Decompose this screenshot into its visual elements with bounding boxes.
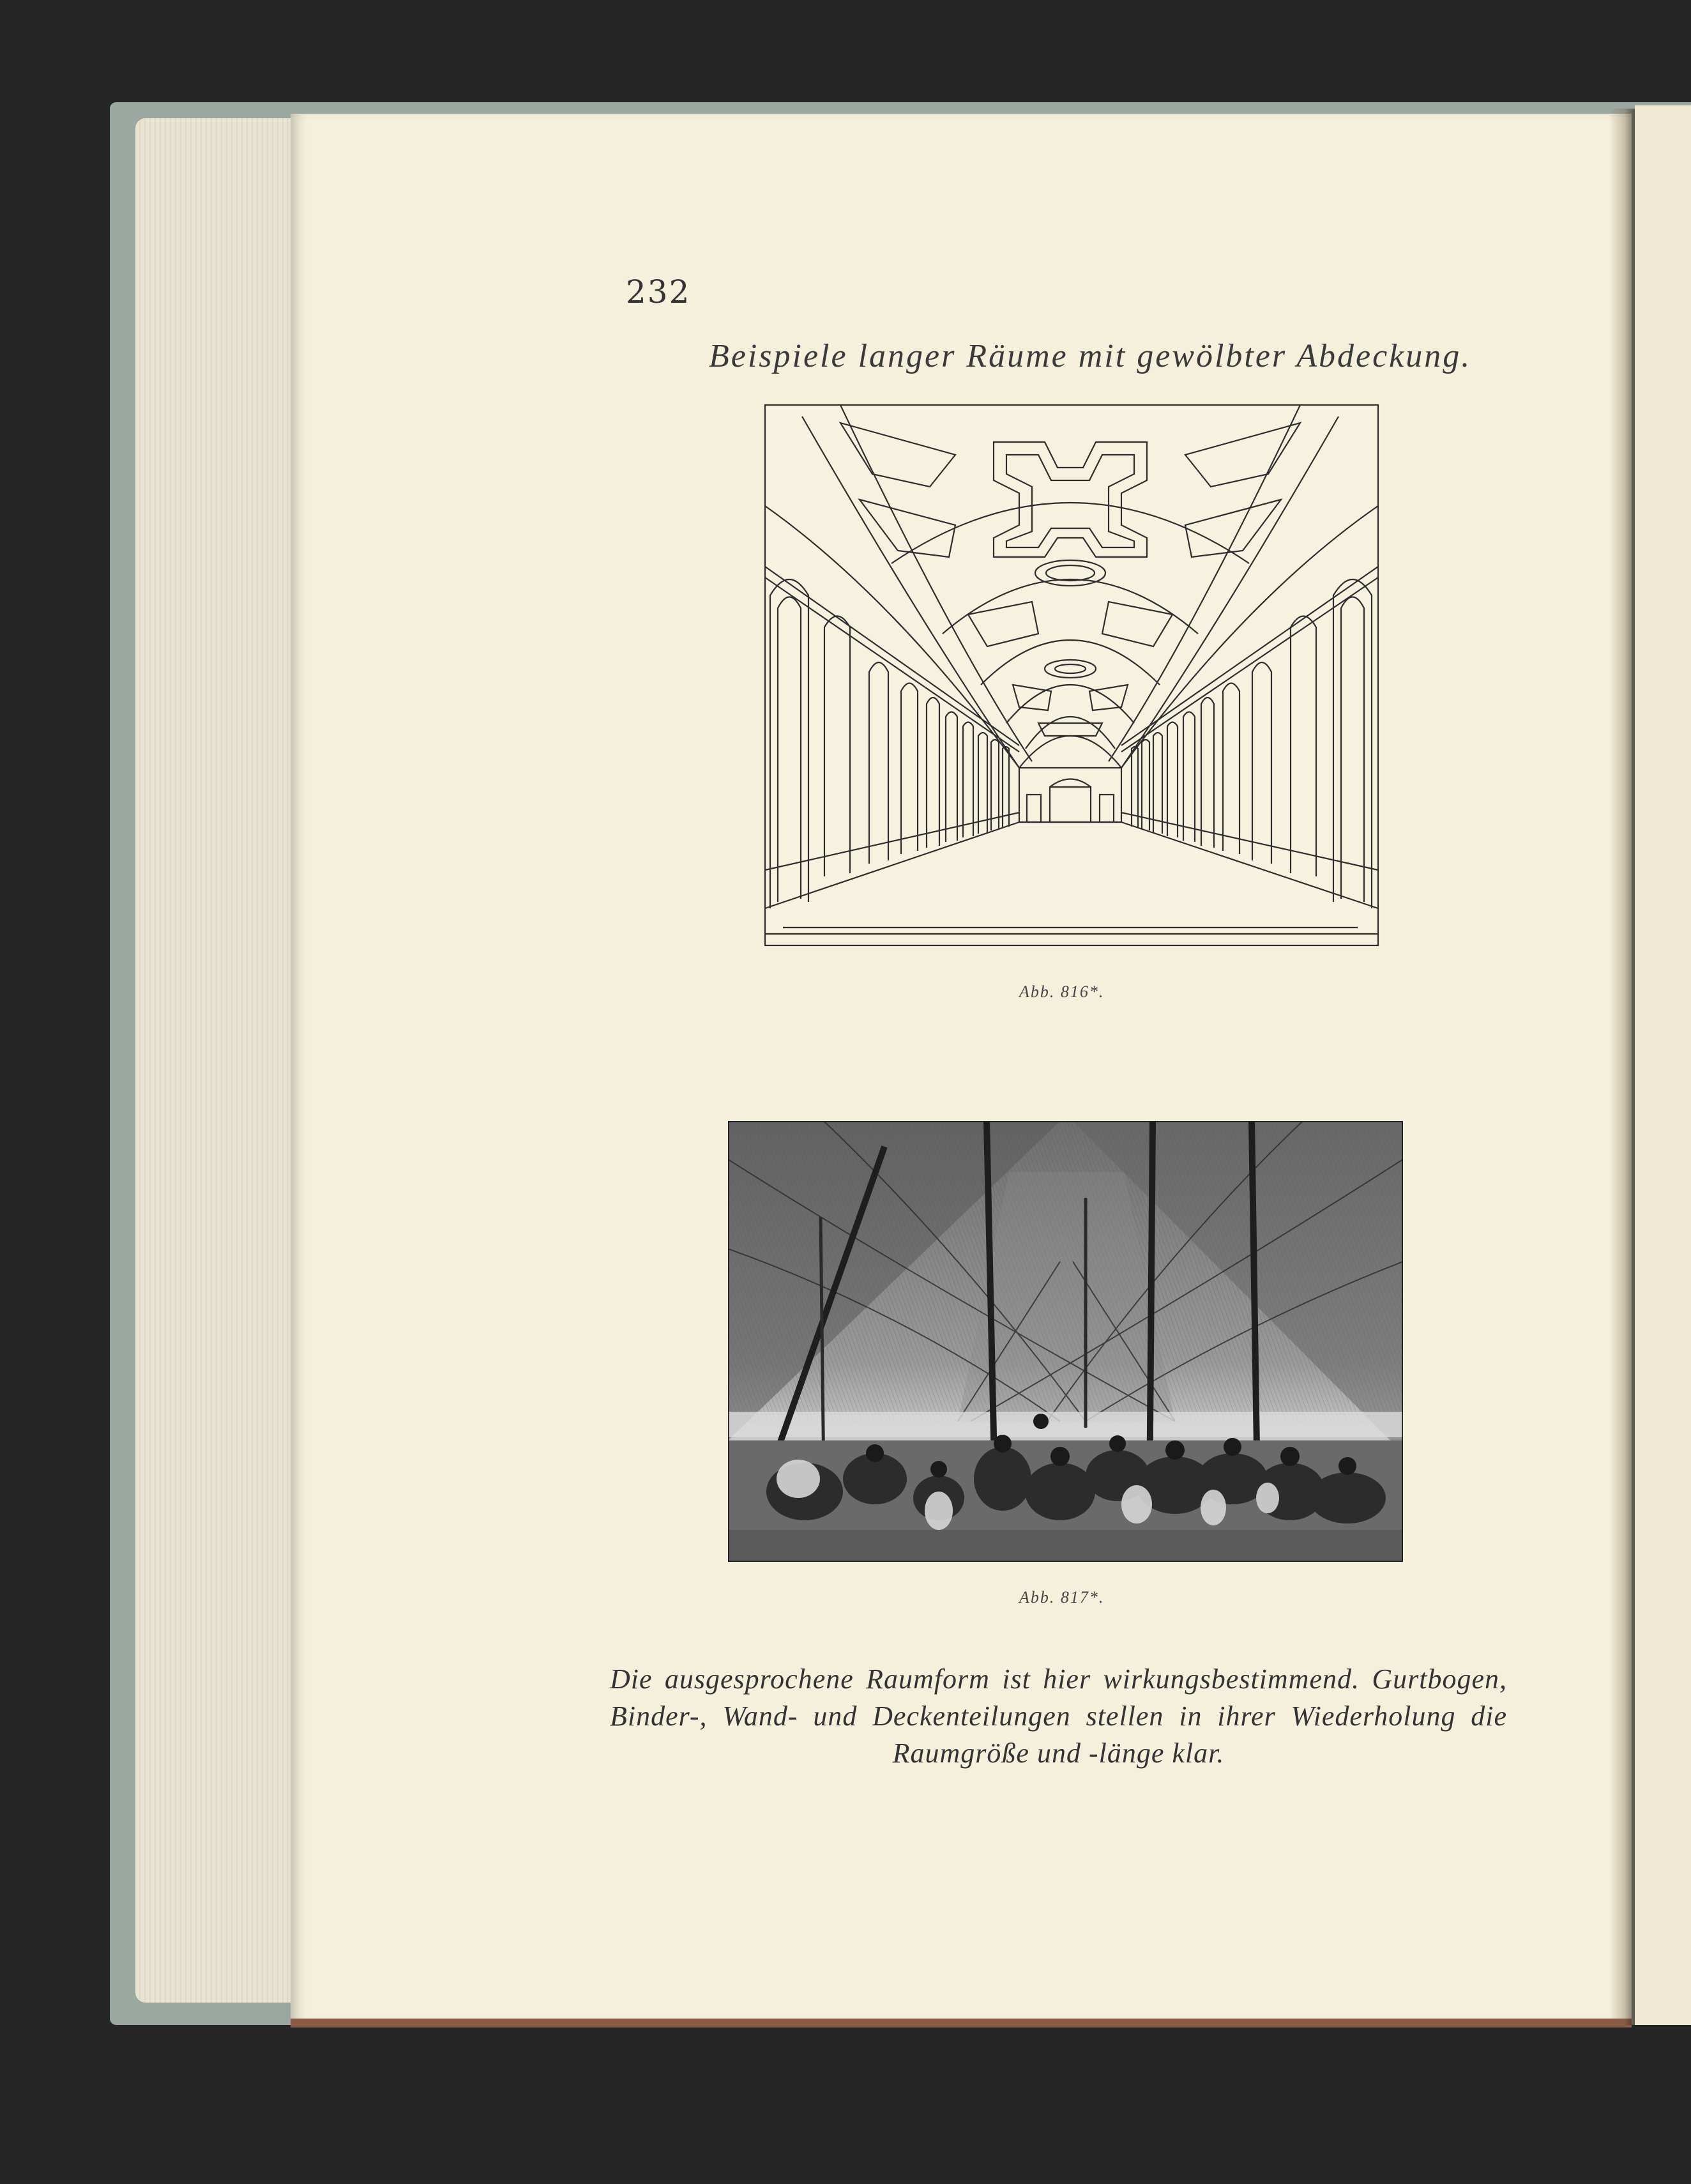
body-line: Die ausgesprochene Raumform ist hier wirkungsbestimmend. Gurtbogen, bbox=[610, 1663, 1507, 1695]
page-edges bbox=[135, 118, 301, 2003]
figure-816-caption: Abb. 816*. bbox=[1019, 982, 1105, 1001]
figure-816-gallery-drawing bbox=[764, 404, 1381, 947]
body-line: Raumgröße und -länge klar. bbox=[892, 1737, 1225, 1769]
page-bottom-edge bbox=[291, 2019, 1632, 2027]
tent-interior-engraving bbox=[728, 1121, 1403, 1562]
page-number: 232 bbox=[626, 273, 691, 310]
page-heading: Beispiele langer Räume mit gewölbter Abdeckung. bbox=[709, 338, 1472, 374]
book-gutter bbox=[1609, 109, 1635, 2025]
figure-817-caption: Abb. 817*. bbox=[1019, 1588, 1105, 1607]
next-page-edge bbox=[1635, 105, 1691, 2025]
figure-817-tent-engraving bbox=[728, 1121, 1403, 1562]
body-line: Binder-, Wand- und Deckenteilungen stellen in ihrer Wiederholung die bbox=[610, 1700, 1507, 1732]
body-paragraph bbox=[610, 1661, 1507, 1772]
gallery-line-drawing bbox=[764, 404, 1381, 947]
